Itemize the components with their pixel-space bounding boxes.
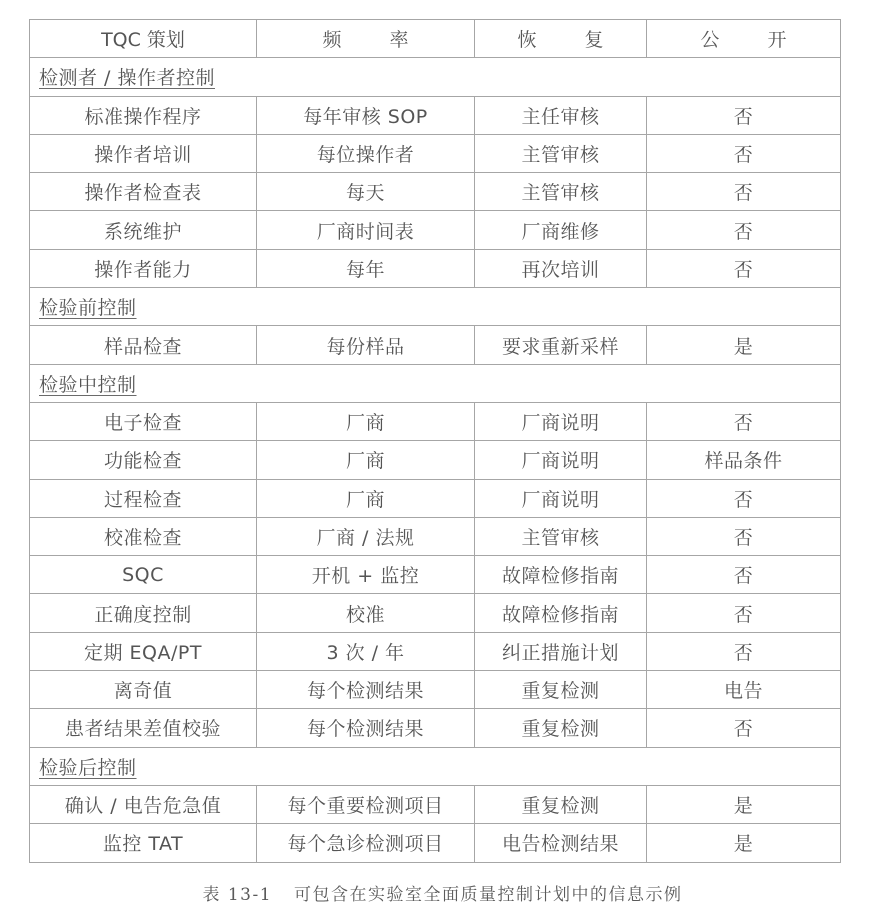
table-row — [30, 594, 841, 632]
cell-recovery: 主任审核 — [475, 96, 647, 134]
cell-disclosure: 是 — [647, 326, 841, 364]
table-row — [30, 632, 841, 670]
cell-disclosure: 否 — [647, 96, 841, 134]
cell-disclosure: 否 — [647, 211, 841, 249]
section-row — [30, 364, 841, 402]
cell-plan-item: 确认 / 电告危急值 — [30, 785, 257, 823]
cell-recovery: 厂商说明 — [475, 441, 647, 479]
cell-disclosure: 否 — [647, 134, 841, 172]
cell-plan-item: 患者结果差值校验 — [30, 709, 257, 747]
cell-frequency: 每位操作者 — [257, 134, 475, 172]
cell-frequency: 开机 + 监控 — [257, 556, 475, 594]
cell-disclosure: 否 — [647, 517, 841, 555]
cell-plan-item: 监控 TAT — [30, 824, 257, 862]
cell-frequency: 校准 — [257, 594, 475, 632]
cell-plan-item: SQC — [30, 556, 257, 594]
cell-frequency: 每天 — [257, 173, 475, 211]
cell-recovery: 再次培训 — [475, 249, 647, 287]
cell-frequency: 厂商 / 法规 — [257, 517, 475, 555]
cell-frequency: 每个检测结果 — [257, 709, 475, 747]
table-row — [30, 709, 841, 747]
section-row — [30, 288, 841, 326]
header-tqc-plan: TQC 策划 — [30, 20, 257, 58]
cell-plan-item: 操作者检查表 — [30, 173, 257, 211]
cell-recovery: 厂商说明 — [475, 402, 647, 440]
cell-plan-item: 过程检查 — [30, 479, 257, 517]
cell-disclosure: 否 — [647, 556, 841, 594]
cell-recovery: 厂商维修 — [475, 211, 647, 249]
table-row — [30, 96, 841, 134]
cell-frequency: 每份样品 — [257, 326, 475, 364]
cell-plan-item: 功能检查 — [30, 441, 257, 479]
cell-plan-item: 定期 EQA/PT — [30, 632, 257, 670]
cell-recovery: 重复检测 — [475, 671, 647, 709]
cell-plan-item: 离奇值 — [30, 671, 257, 709]
cell-frequency: 每年 — [257, 249, 475, 287]
cell-disclosure: 样品条件 — [647, 441, 841, 479]
table-row — [30, 173, 841, 211]
table-row — [30, 517, 841, 555]
header-row — [30, 20, 841, 58]
cell-frequency: 厂商 — [257, 402, 475, 440]
section-title-text: 检验后控制 — [39, 756, 137, 779]
cell-recovery: 故障检修指南 — [475, 556, 647, 594]
cell-frequency: 厂商时间表 — [257, 211, 475, 249]
table-row — [30, 671, 841, 709]
cell-frequency: 厂商 — [257, 441, 475, 479]
table-row — [30, 785, 841, 823]
cell-recovery: 主管审核 — [475, 173, 647, 211]
cell-frequency: 每个急诊检测项目 — [257, 824, 475, 862]
table-row — [30, 556, 841, 594]
section-title — [30, 58, 841, 96]
header-disclosure: 公 开 — [647, 20, 841, 58]
cell-frequency: 每年审核 SOP — [257, 96, 475, 134]
cell-recovery: 重复检测 — [475, 785, 647, 823]
table-row — [30, 402, 841, 440]
cell-disclosure: 是 — [647, 824, 841, 862]
cell-disclosure: 否 — [647, 173, 841, 211]
table-caption — [0, 880, 885, 905]
tqc-plan-table — [29, 19, 841, 863]
cell-recovery: 纠正措施计划 — [475, 632, 647, 670]
table-row — [30, 441, 841, 479]
header-recovery: 恢 复 — [475, 20, 647, 58]
cell-plan-item: 校准检查 — [30, 517, 257, 555]
section-title-text: 检验前控制 — [39, 297, 137, 320]
table-row — [30, 824, 841, 862]
cell-plan-item: 操作者能力 — [30, 249, 257, 287]
cell-plan-item: 标准操作程序 — [30, 96, 257, 134]
cell-disclosure: 否 — [647, 594, 841, 632]
cell-recovery: 电告检测结果 — [475, 824, 647, 862]
table-row — [30, 211, 841, 249]
header-frequency: 频 率 — [257, 20, 475, 58]
caption-text: 可包含在实验室全面质量控制计划中的信息示例 — [294, 885, 683, 905]
cell-recovery: 主管审核 — [475, 517, 647, 555]
cell-plan-item: 正确度控制 — [30, 594, 257, 632]
cell-frequency: 每个检测结果 — [257, 671, 475, 709]
table-row — [30, 326, 841, 364]
table-row — [30, 249, 841, 287]
section-row — [30, 58, 841, 96]
cell-disclosure: 是 — [647, 785, 841, 823]
cell-plan-item: 样品检查 — [30, 326, 257, 364]
caption-number: 表 13-1 — [202, 885, 273, 905]
cell-plan-item: 系统维护 — [30, 211, 257, 249]
table-row — [30, 134, 841, 172]
cell-frequency: 3 次 / 年 — [257, 632, 475, 670]
cell-frequency: 每个重要检测项目 — [257, 785, 475, 823]
cell-disclosure: 否 — [647, 402, 841, 440]
table-row — [30, 479, 841, 517]
cell-recovery: 故障检修指南 — [475, 594, 647, 632]
cell-plan-item: 操作者培训 — [30, 134, 257, 172]
section-title — [30, 747, 841, 785]
cell-disclosure: 否 — [647, 249, 841, 287]
cell-disclosure: 否 — [647, 632, 841, 670]
section-row — [30, 747, 841, 785]
section-title-text: 检验中控制 — [39, 373, 137, 396]
section-title-text: 检测者 / 操作者控制 — [39, 67, 215, 90]
section-title — [30, 288, 841, 326]
cell-disclosure: 电告 — [647, 671, 841, 709]
cell-recovery: 厂商说明 — [475, 479, 647, 517]
section-title — [30, 364, 841, 402]
cell-recovery: 主管审核 — [475, 134, 647, 172]
cell-disclosure: 否 — [647, 709, 841, 747]
cell-recovery: 重复检测 — [475, 709, 647, 747]
cell-recovery: 要求重新采样 — [475, 326, 647, 364]
cell-disclosure: 否 — [647, 479, 841, 517]
cell-plan-item: 电子检查 — [30, 402, 257, 440]
cell-frequency: 厂商 — [257, 479, 475, 517]
